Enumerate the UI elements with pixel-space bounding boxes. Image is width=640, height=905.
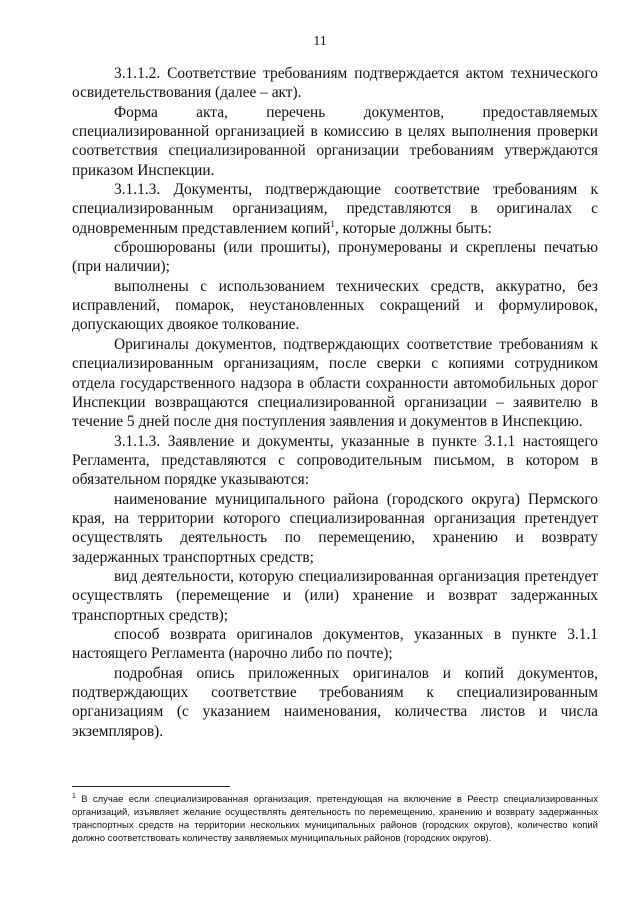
paragraph-3-1-1-3-documents [72,180,598,238]
paragraph-technical-means: выполнены с использованием технических средств, аккуратно, без исправлений, помарок, неустановленных сокращений и формулировок, допускающих двоякое толкование. [72,277,598,334]
paragraph-inventory: подробная опись приложенных оригиналов и копий документов, подтверждающих соответствие требованиям к специализированным организациям (с указанием наименования, количества листов и числа экземпляров). [72,664,598,740]
page-number: 11 [313,34,327,49]
paragraph-municipal-district: наименование муниципального района (городского округа) Пермского края, на территории которого специализированная организация претендует осуществлять деятельность по перемещению, хранению и возврату задержанных транспортных средств; [72,490,598,566]
footnote-separator [72,786,230,787]
paragraph-return-method: способ возврата оригиналов документов, указанных в пункте 3.1.1 настоящего Регламента (нарочно либо по почте); [72,625,598,663]
footnote-marker: 1 [72,792,76,800]
paragraph-bound-numbered: сброшюрованы (или прошиты), пронумерованы и скреплены печатью (при наличии); [72,239,598,276]
footnote [72,793,598,845]
paragraph-3-text: 3.1.1.3. Документы, подтверждающие соответствие требованиям к специализированным организациям, представляются в оригиналах с одновременным представлением копий [72,181,598,237]
paragraph-3-tail: , которые должны быть: [334,219,492,237]
document-body [72,64,598,741]
paragraph-originals-return: Оригиналы документов, подтверждающих соответствие требованиям к специализированным организациям, после сверки с копиями сотрудником отдела государственного надзора в области сохранности автомобильных дорог Инспекции возвращаются специализированной организации – заявителю в течение 5 дней после дня поступления заявления и документов в Инспекцию. [72,335,598,431]
footnote-text: В случае если специализированная организация, претендующая на включение в Реестр специализированных организаций, изъявляет желание осуществлять деятельность по перемещению, хранению и возврату задержанных транспортных средств на территории нескольких муниципальных районов (городских округов), количество копий должно соответствовать количеству заявляемых муниципальных районов (городских округов). [72,794,598,844]
paragraph-act-form: Форма акта, перечень документов, предоставляемых специализированной организацией в комиссию в целях выполнения проверки соответствия специализированной организации требованиям утверждаются приказом Инспекции. [72,103,598,179]
paragraph-activity-type: вид деятельности, которую специализированная организация претендует осуществлять (перемещение и (или) хранение и возврат задержанных транспортных средств); [72,567,598,624]
paragraph-3-1-1-3-application: 3.1.1.3. Заявление и документы, указанные в пункте 3.1.1 настоящего Регламента, представляются с сопроводительным письмом, в котором в обязательном порядке указываются: [72,432,598,489]
footnote-reference: 1 [330,218,335,229]
paragraph-3-1-1-2: 3.1.1.2. Соответствие требованиям подтверждается актом технического освидетельствования (далее – акт). [72,65,598,102]
